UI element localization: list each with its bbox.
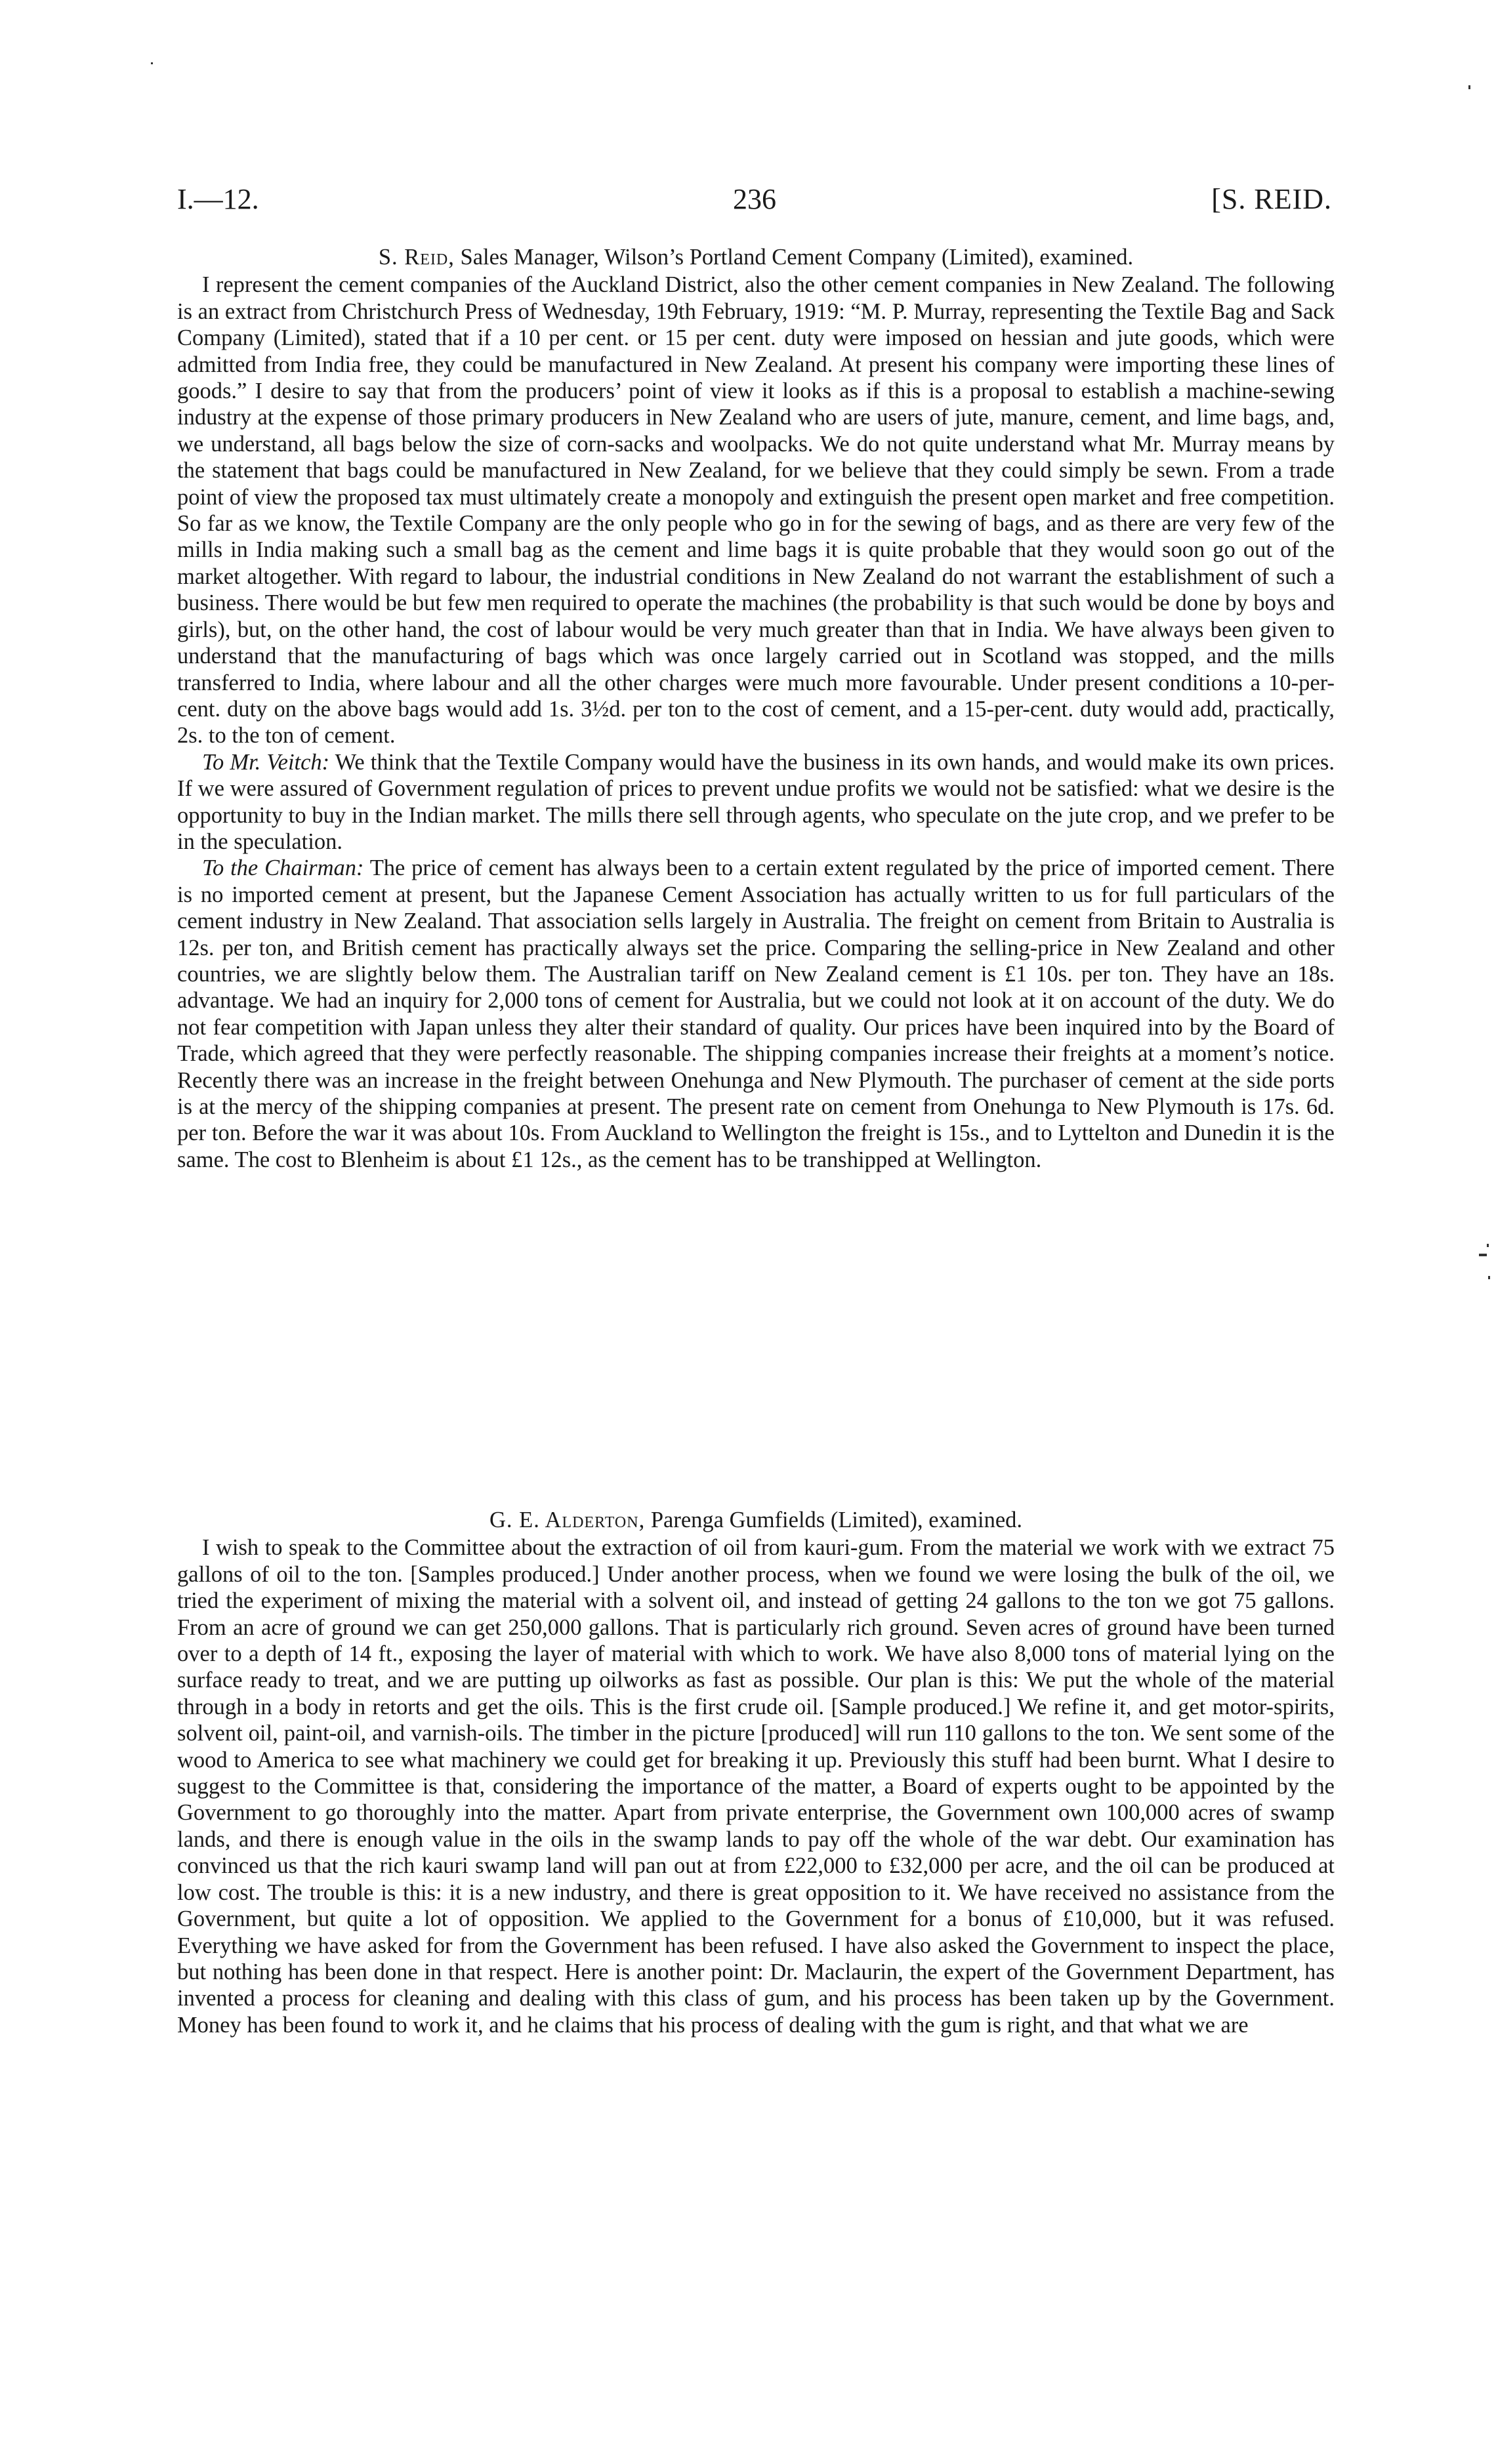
paragraph-text: I wish to speak to the Committee about the extraction of oil from kauri-gum. From the material we work with we extract 75 gallons of oil to the ton. [Samples produced.] Under another process, when we found we were losing the bulk of the oil, we tried the experiment of mixing the material with a solvent oil, and instead of getting 24 gallons to the ton we got 75 gallons. From an acre of ground we can get 250,000 gallons. That is particularly rich ground. Seven acres of ground have been turned over to a depth of 14 ft., exposing the layer of material with which to work. We have also 8,000 tons of material lying on the surface ready to treat, and we are putting up oilworks as fast as possible. Our plan is this: We put the whole of the material through in a body in retorts and get the oils. This is the first crude oil. [Sample produced.] We refine it, and get motor-spirits, solvent oil, paint-oil, and varnish-oils. The timber in the picture [produced] will run 110 gallons to the ton. We sent some of the wood to America to see what machinery we could get for breaking it up. Previously this stuff had been burnt. What I desire to suggest to the Committee is that, considering the importance of the matter, a Board of experts ought to be appointed by the Government to go thoroughly into the matter. Apart from private enterprise, the Government own 100,000 acres of swamp lands, and there is enough value in the oils in the swamp lands to pay off the whole of the war debt. Our examination has convinced us that the rich kauri swamp land will pan out at from £22,000 to £32,000 per acre, and the oil can be produced at low cost. The trouble is this: it is a new industry, and there is great opposition to it. We have received no assistance from the Government, but quite a lot of opposition. We applied to the Government for a bonus of £10,000, but it was refused. Everything we have asked for from the Government has been refused. I have also asked the Government to inspect the place, but nothing has been done in that respect. Here is another point: Dr. Maclaurin, the expert of the Government Department, has invented a process for cleaning and dealing with this class of gum, and his process has been taken up by the Government. Money has been found to work it, and he claims that his process of dealing with the gum is right, and that what we are	[177, 1535, 1335, 2038]
section-heading	[177, 1507, 1335, 1533]
scan-mark	[1468, 85, 1470, 89]
witness-section-reid	[177, 244, 1335, 1173]
scan-mark	[151, 62, 153, 64]
scan-mark	[1479, 1254, 1487, 1256]
paragraph-addressee: To the Chairman:	[202, 855, 364, 881]
paragraph-addressee: To Mr. Veitch:	[202, 749, 330, 775]
witness-description: Sales Manager, Wilson’s Portland Cement Company (Limited), examined.	[454, 245, 1134, 270]
section-heading	[177, 244, 1335, 270]
header-witness-name: [S. REID.	[1211, 183, 1332, 215]
paragraph	[177, 272, 1335, 749]
scan-mark	[1487, 1244, 1489, 1247]
witness-description: Parenga Gumfields (Limited), examined.	[645, 1508, 1023, 1532]
paragraph-text: The price of cement has always been to a certain extent regulated by the price of imported cement. There is no imported cement at present, but the Japanese Cement Association has actually written to us for full particulars of the cement industry in New Zealand. That association sells largely in Australia. The freight on cement from Britain to Australia is 12s. per ton, and British cement has practically always set the price. Comparing the selling-price in New Zealand and other countries, we are slightly below them. The Australian tariff on New Zealand cement is £1 10s. per ton. They have an 18s. advantage. We had an inquiry for 2,000 tons of cement for Australia, but we could not look at it on account of the duty. We do not fear competition with Japan unless they alter their standard of quality. Our prices have been inquired into by the Board of Trade, which agreed that they were perfectly reasonable. The shipping companies increase their freights at a moment’s notice. Recently there was an increase in the freight between Onehunga and New Plymouth. The purchaser of cement at the side ports is at the mercy of the shipping companies at present. The present rate on cement from Onehunga to New Plymouth is 17s. 6d. per ton. Before the war it was about 10s. From Auckland to Wellington the freight is 15s., and to Lyttelton and Dunedin it is the same. The cost to Blenheim is about £1 12s., as the cement has to be transhipped at Wellington.	[177, 855, 1335, 1172]
header-document-ref: I.—12.	[177, 183, 259, 215]
page-header	[177, 182, 1332, 222]
paragraph	[177, 855, 1335, 1173]
paragraph-text: I represent the cement companies of the Auckland District, also the other cement companies in New Zealand. The following is an extract from Christchurch Press of Wednesday, 19th February, 1919: “M. P. Murray, representing the Textile Bag and Sack Company (Limited), stated that if a 10 per cent. or 15 per cent. duty were imposed on hessian and jute goods, which were admitted from India free, they could be manufactured in New Zealand. At present his company were importing these lines of goods.” I desire to say that from the producers’ point of view it looks as if this is a proposal to establish a machine-sewing industry at the expense of those primary producers in New Zealand who are users of jute, manure, cement, and lime bags, and, we understand, all bags below the size of corn-sacks and woolpacks. We do not quite understand what Mr. Murray means by the statement that bags could be manufactured in New Zealand, for we believe that they could simply be sewn. From a trade point of view the proposed tax must ultimately create a monopoly and extinguish the present open market and free competition. So far as we know, the Textile Company are the only people who go in for the sewing of bags, and as there are very few of the mills in India making such a small bag as the cement and lime bags it is quite probable that they would soon go out of the market altogether. With regard to labour, the industrial conditions in New Zealand do not warrant the establishment of such a business. There would be but few men required to operate the machines (the probability is that such would be done by boys and girls), but, on the other hand, the cost of labour would be very much greater than that in India. We have always been given to understand that the manufacturing of bags which was once largely carried out in Scotland was stopped, and the mills transferred to India, where labour and all the other charges were much more favourable. Under present conditions a 10-per-cent. duty on the above bags would add 1s. 3½d. per ton to the cost of cement, and a 15-per-cent. duty would add, practically, 2s. to the ton of cement.	[177, 272, 1335, 749]
witness-name: S. Reid,	[378, 245, 455, 270]
paragraph	[177, 1534, 1335, 2038]
witness-section-alderton	[177, 1507, 1335, 2038]
paragraph	[177, 749, 1335, 855]
header-page-number: 236	[733, 183, 776, 215]
witness-name: G. E. Alderton,	[489, 1508, 646, 1532]
scan-mark	[1488, 1276, 1490, 1279]
paragraph-text: We think that the Textile Company would have the business in its own hands, and would make its own prices. If we were assured of Government regulation of prices to prevent undue profits we would not be satisfied: what we desire is the opportunity to buy in the Indian market. The mills there sell through agents, who speculate on the jute crop, and we prefer to be in the speculation.	[177, 749, 1335, 854]
